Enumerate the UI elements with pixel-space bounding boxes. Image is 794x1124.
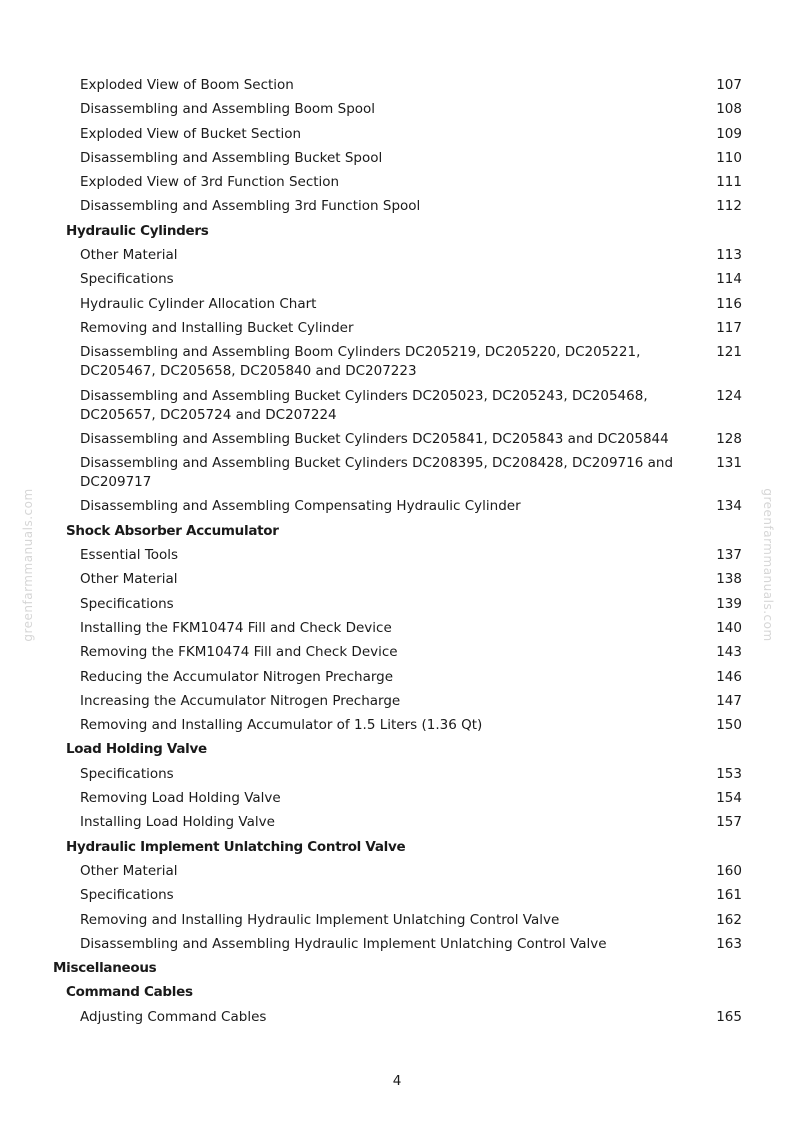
toc-entry-page-number: 137 [716,547,742,564]
toc-entry[interactable] [0,125,794,144]
toc-entry-title: Disassembling and Assembling Boom Cylinders DC205219, DC205220, DC205221, DC205467, DC205658, DC205840 and DC207223 [80,344,641,380]
toc-entry-page-number: 124 [716,387,742,404]
toc-section-heading[interactable] [0,838,794,857]
toc-entry-page-number: 121 [716,344,742,361]
toc-entry[interactable] [0,270,794,289]
toc-entry[interactable] [0,595,794,614]
toc-entry[interactable] [0,343,794,381]
toc-entry[interactable] [0,886,794,905]
table-of-contents [0,76,794,1032]
toc-entry-page-number: 107 [716,77,742,93]
toc-entry-title: Exploded View of 3rd Function Section [80,174,340,191]
toc-entry-page-number: 157 [716,814,742,831]
toc-entry-page-number: 128 [716,430,742,447]
toc-entry-page-number: 110 [716,149,742,166]
toc-entry-page-number: 146 [716,668,742,685]
toc-entry[interactable] [0,387,794,425]
toc-entry-title: Disassembling and Assembling Boom Spool [80,101,376,118]
toc-entry[interactable] [0,149,794,168]
toc-entry-title: Miscellaneous [53,960,157,977]
toc-entry[interactable] [0,430,794,449]
toc-entry[interactable] [0,546,794,565]
toc-entry-title: Specifications [80,765,174,782]
toc-entry-title: Removing and Installing Hydraulic Implement Unlatching Control Valve [80,911,560,928]
toc-entry-page-number: 139 [716,595,742,612]
toc-entry[interactable] [0,765,794,784]
toc-entry-page-number: 116 [716,295,742,312]
toc-entry-page-number: 112 [716,198,742,215]
toc-entry[interactable] [0,668,794,687]
toc-entry-title: Hydraulic Cylinders [66,222,209,239]
toc-entry[interactable] [0,1008,794,1027]
toc-entry-title: Removing Load Holding Valve [80,790,281,807]
toc-entry[interactable] [0,789,794,808]
toc-entry-title: Other Material [80,247,178,264]
toc-entry-title: Removing the FKM10474 Fill and Check Device [80,644,398,661]
toc-entry[interactable] [0,197,794,216]
toc-entry-title: Specifications [80,595,174,612]
toc-entry-title: Removing and Installing Bucket Cylinder [80,319,354,336]
toc-entry-page-number: 147 [716,692,742,709]
toc-entry-page-number: 114 [716,271,742,288]
toc-entry[interactable] [0,100,794,119]
toc-entry[interactable] [0,911,794,930]
toc-entry-title: Installing Load Holding Valve [80,814,275,831]
toc-entry-title: Exploded View of Bucket Section [80,125,302,142]
toc-entry-page-number: 108 [716,101,742,118]
toc-entry-title: Specifications [80,887,174,904]
toc-entry-title: Disassembling and Assembling Compensating Hydraulic Cylinder [80,498,521,515]
toc-entry-title: Adjusting Command Cables [80,1008,267,1025]
toc-entry[interactable] [0,935,794,954]
toc-entry[interactable] [0,295,794,314]
toc-entry[interactable] [0,76,794,95]
toc-section-heading[interactable] [0,222,794,241]
toc-section-heading[interactable] [0,983,794,1002]
toc-entry-title: Installing the FKM10474 Fill and Check Device [80,619,392,636]
toc-entry[interactable] [0,497,794,516]
toc-entry-title: Load Holding Valve [66,741,207,758]
toc-entry-page-number: 140 [716,619,742,636]
toc-entry-title: Other Material [80,862,178,879]
toc-entry[interactable] [0,246,794,265]
toc-entry-page-number: 154 [716,790,742,807]
toc-entry[interactable] [0,619,794,638]
toc-entry-page-number: 163 [716,935,742,952]
toc-entry-title: Disassembling and Assembling 3rd Function Spool [80,198,421,215]
toc-entry-title: Essential Tools [80,547,179,564]
toc-entry-page-number: 153 [716,765,742,782]
toc-section-heading[interactable] [0,522,794,541]
toc-entry-page-number: 160 [716,862,742,879]
toc-entry-title: Other Material [80,571,178,588]
toc-entry-page-number: 150 [716,717,742,734]
toc-entry-title: Increasing the Accumulator Nitrogen Precharge [80,692,401,709]
toc-entry-title: Disassembling and Assembling Bucket Cylinders DC208395, DC208428, DC209716 and DC209717 [80,455,674,491]
toc-entry[interactable] [0,570,794,589]
toc-entry-title: Disassembling and Assembling Bucket Cylinders DC205023, DC205243, DC205468, DC205657, DC205724 and DC207224 [80,387,648,423]
toc-entry-page-number: 162 [716,911,742,928]
toc-entry-page-number: 165 [716,1008,742,1025]
toc-entry-title: Shock Absorber Accumulator [66,522,279,539]
toc-entry-page-number: 117 [716,319,742,336]
toc-entry[interactable] [0,454,794,492]
toc-entry-title: Disassembling and Assembling Bucket Cylinders DC205841, DC205843 and DC205844 [80,430,669,447]
toc-entry-title: Specifications [80,271,174,288]
toc-entry-title: Hydraulic Cylinder Allocation Chart [80,295,317,312]
toc-section-heading[interactable] [0,959,794,978]
toc-entry-title: Hydraulic Implement Unlatching Control Valve [66,838,406,855]
toc-entry-title: Command Cables [66,984,193,1001]
toc-entry-page-number: 134 [716,498,742,515]
toc-entry-page-number: 113 [716,247,742,264]
toc-entry-title: Exploded View of Boom Section [80,77,294,93]
toc-entry-title: Disassembling and Assembling Hydraulic Implement Unlatching Control Valve [80,935,607,952]
toc-entry-page-number: 161 [716,887,742,904]
toc-section-heading[interactable] [0,740,794,759]
toc-entry-title: Removing and Installing Accumulator of 1.5 Liters (1.36 Qt) [80,717,483,734]
watermark-right: greenfarmmanuals.com [761,488,775,642]
toc-entry-page-number: 111 [716,174,742,191]
toc-entry[interactable] [0,173,794,192]
toc-entry-title: Disassembling and Assembling Bucket Spool [80,149,383,166]
toc-entry[interactable] [0,813,794,832]
toc-entry[interactable] [0,862,794,881]
toc-entry-title: Reducing the Accumulator Nitrogen Precharge [80,668,394,685]
toc-entry[interactable] [0,692,794,711]
toc-entry[interactable] [0,643,794,662]
toc-entry[interactable] [0,716,794,735]
toc-entry-page-number: 138 [716,571,742,588]
watermark-left: greenfarmmanuals.com [21,488,35,642]
toc-entry-page-number: 143 [716,644,742,661]
page-number: 4 [392,1073,402,1089]
toc-entry-page-number: 109 [716,125,742,142]
toc-entry-page-number: 131 [716,455,742,472]
toc-entry[interactable] [0,319,794,338]
